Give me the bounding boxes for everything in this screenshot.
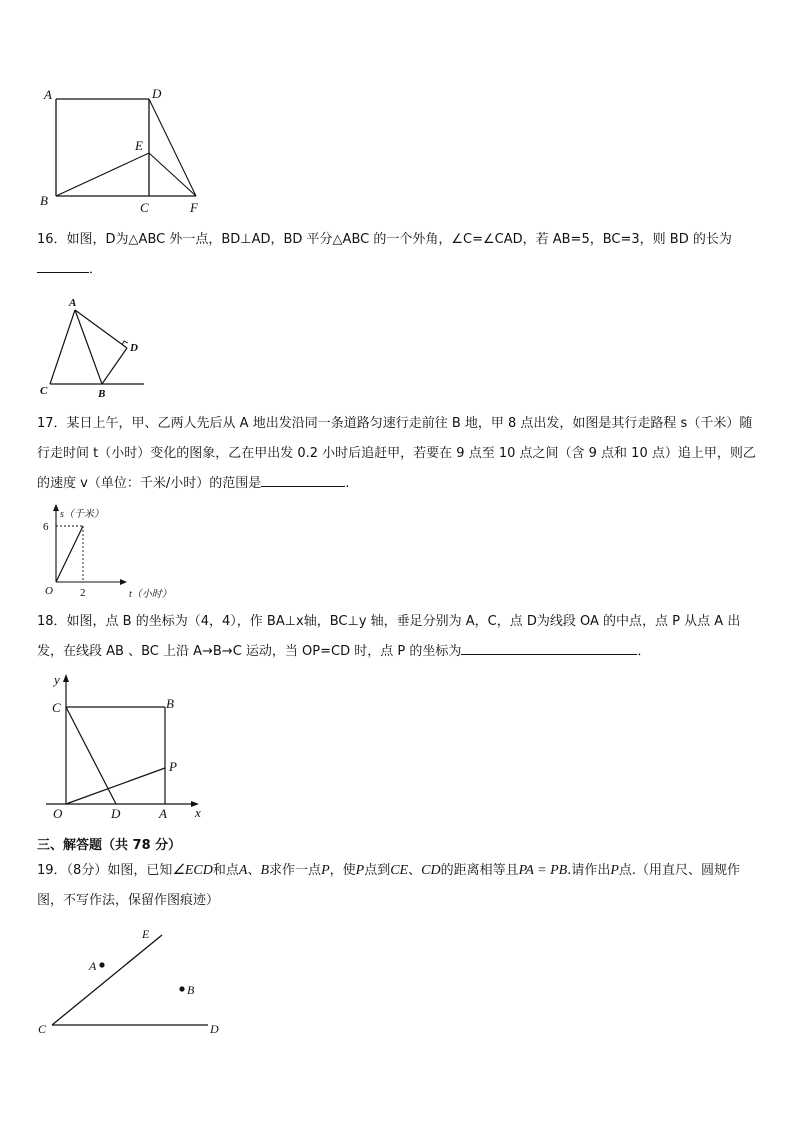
q19-math: P xyxy=(610,863,619,878)
segment-BE xyxy=(56,153,149,196)
label-y: y xyxy=(54,672,60,687)
x-axis-arrow xyxy=(120,579,127,585)
q19-part: ，使 xyxy=(329,863,356,878)
segment-CA xyxy=(50,310,75,384)
label-x: x xyxy=(195,805,201,820)
segment-OP xyxy=(66,768,165,804)
q19-math: B xyxy=(260,863,270,878)
q19-part: 点到 xyxy=(364,863,391,878)
q19-math: P xyxy=(321,863,330,878)
figure-q16 xyxy=(38,296,153,401)
q19-math: P xyxy=(355,863,365,878)
label-B: B xyxy=(40,193,48,208)
q19-math: ∠ECD xyxy=(172,863,213,878)
segment-AB xyxy=(75,310,102,384)
q19-part: 点.（用直尺、圆规作图，不写作法，保留作图痕迹） xyxy=(37,863,741,908)
segment-DF xyxy=(149,99,196,196)
question-18 xyxy=(37,607,759,667)
section-heading: 三、解答题（共 78 分） xyxy=(37,838,182,853)
question-16-tail: ． xyxy=(89,262,103,277)
label-D: D xyxy=(152,86,162,101)
point-B xyxy=(179,986,184,991)
ray-CE xyxy=(52,935,162,1025)
label-C: C xyxy=(52,700,61,715)
label-A: A xyxy=(89,959,97,973)
y-axis-arrow xyxy=(63,674,69,682)
point-A xyxy=(99,962,104,967)
y-tick-label: 6 xyxy=(43,521,49,533)
q19-part: 、 xyxy=(247,863,261,878)
label-E: E xyxy=(142,927,150,941)
figure-q18 xyxy=(40,670,215,825)
question-16-text: 16．如图，D为△ABC 外一点，BD⊥AD，BD 平分△ABC 的一个外角，∠C=∠CAD，若 AB=5，BC=3，则 BD 的长为 xyxy=(37,232,732,247)
segment-BD xyxy=(102,348,127,384)
question-19 xyxy=(37,856,759,916)
question-17-text: 17．某日上午，甲、乙两人先后从 A 地出发沿同一条道路匀速行走前往 B 地，甲 8 点出发，如图是其行走路程 s（千米）随行走时间 t（小时）变化的图象，乙在甲出发 0.2 小时后追赶甲，若要在 9 点至 10 点之间（含 9 点和 10 点）追上甲，则乙的速度 v（单位：千米/小时）的范围是 xyxy=(37,416,756,491)
graph-q17 xyxy=(36,502,172,602)
answer-blank-17[interactable] xyxy=(261,472,345,487)
label-D: D xyxy=(130,342,138,354)
label-B: B xyxy=(98,388,106,400)
q19-part: 的距离相等且 xyxy=(440,863,519,878)
q19-part: 求作一点 xyxy=(269,863,322,878)
q19-math: CD xyxy=(421,863,441,878)
graph-line xyxy=(56,526,83,582)
label-C: C xyxy=(40,385,48,397)
answer-blank-16[interactable] xyxy=(37,258,89,273)
question-18-tail: ． xyxy=(637,644,651,659)
label-O: O xyxy=(53,806,63,821)
x-tick-label: 2 xyxy=(80,587,86,599)
q19-math: A xyxy=(238,863,248,878)
label-A: A xyxy=(44,87,52,102)
q19-part: .请作出 xyxy=(567,863,611,878)
x-axis-label: t（小时） xyxy=(129,589,172,600)
question-18-text: 18．如图，点 B 的坐标为（4，4），作 BA⊥x轴，BC⊥y 轴，垂足分别为 A，C，点 D为线段 OA 的中点，点 P 从点 A 出发，在线段 AB 、BC 上沿 A→B→C 运动，当 OP=CD 时，点 P 的坐标为 xyxy=(37,614,741,659)
segment-EF xyxy=(149,153,196,196)
y-axis-label: s（千米） xyxy=(60,509,104,520)
label-E: E xyxy=(135,138,143,153)
label-D: D xyxy=(210,1022,219,1036)
label-B: B xyxy=(166,696,174,711)
segment-CD xyxy=(66,707,116,804)
q19-part: 19．（8分）如图，已知 xyxy=(37,863,173,878)
y-axis-arrow xyxy=(53,504,59,511)
figure-q15 xyxy=(30,82,220,217)
answer-blank-18[interactable] xyxy=(461,640,637,655)
label-B: B xyxy=(187,983,195,997)
label-A: A xyxy=(69,297,77,309)
label-D: D xyxy=(111,806,121,821)
q19-math: PA = PB xyxy=(518,863,568,878)
label-F: F xyxy=(190,200,198,215)
label-P: P xyxy=(169,759,177,774)
label-C: C xyxy=(140,200,149,215)
q19-part: 、 xyxy=(408,863,422,878)
segment-AD xyxy=(75,310,127,348)
figure-q19 xyxy=(34,925,224,1040)
q19-math: CE xyxy=(390,863,409,878)
question-16 xyxy=(37,225,759,285)
origin-label: O xyxy=(45,585,53,597)
question-17-tail: . xyxy=(345,476,350,491)
question-17 xyxy=(37,409,759,499)
label-C: C xyxy=(38,1022,47,1036)
label-A: A xyxy=(159,806,167,821)
q19-part: 和点 xyxy=(212,863,239,878)
